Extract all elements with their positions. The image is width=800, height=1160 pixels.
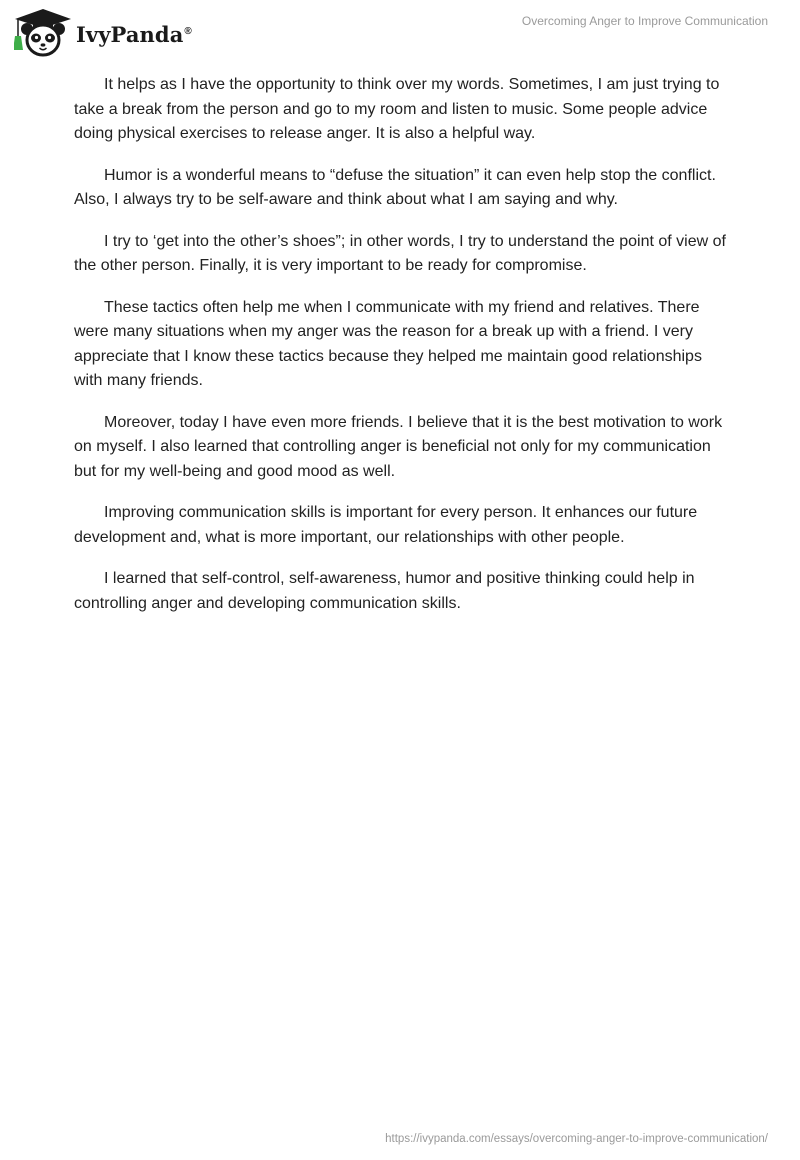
paragraph: It helps as I have the opportunity to think over my words. Sometimes, I am just trying to take a break from the person and go to my room and listen to music. Some people advice doing physical exercises to release anger. It is also a helpful way. <box>74 76 720 142</box>
source-url-link[interactable]: https://ivypanda.com/essays/overcoming-anger-to-improve-communication/ <box>385 1133 768 1145</box>
paragraph: I try to ‘get into the other’s shoes”; in other words, I try to understand the point of view of the other person. Finally, it is very important to be ready for compromise. <box>74 232 726 274</box>
paragraph: Humor is a wonderful means to “defuse the situation” it can even help stop the conflict. Also, I always try to be self-aware and think about what I am saying and why. <box>74 166 716 208</box>
paragraph: These tactics often help me when I communicate with my friend and relatives. There were many situations when my anger was the reason for a break up with a friend. I very appreciate that I know these tactics because they helped me maintain good relationships with many friends. <box>74 298 702 389</box>
paragraph: Moreover, today I have even more friends. I believe that it is the best motivation to work on myself. I also learned that controlling anger is beneficial not only for my communication but for my well-being and good mood as well. <box>74 413 723 480</box>
essay-body <box>74 73 734 633</box>
document-title: Overcoming Anger to Improve Communication <box>521 14 768 28</box>
brand-name: IvyPanda® <box>76 21 192 47</box>
paragraph: I learned that self-control, self-awareness, humor and positive thinking could help in controlling anger and developing communication skills. <box>74 570 695 612</box>
page-header <box>0 0 800 60</box>
paragraph: Improving communication skills is important for every person. It enhances our future development and, what is more important, our relationships with other people. <box>74 504 698 546</box>
brand-logo[interactable] <box>14 8 192 58</box>
panda-graduate-icon <box>14 8 72 58</box>
registered-mark: ® <box>184 25 192 37</box>
